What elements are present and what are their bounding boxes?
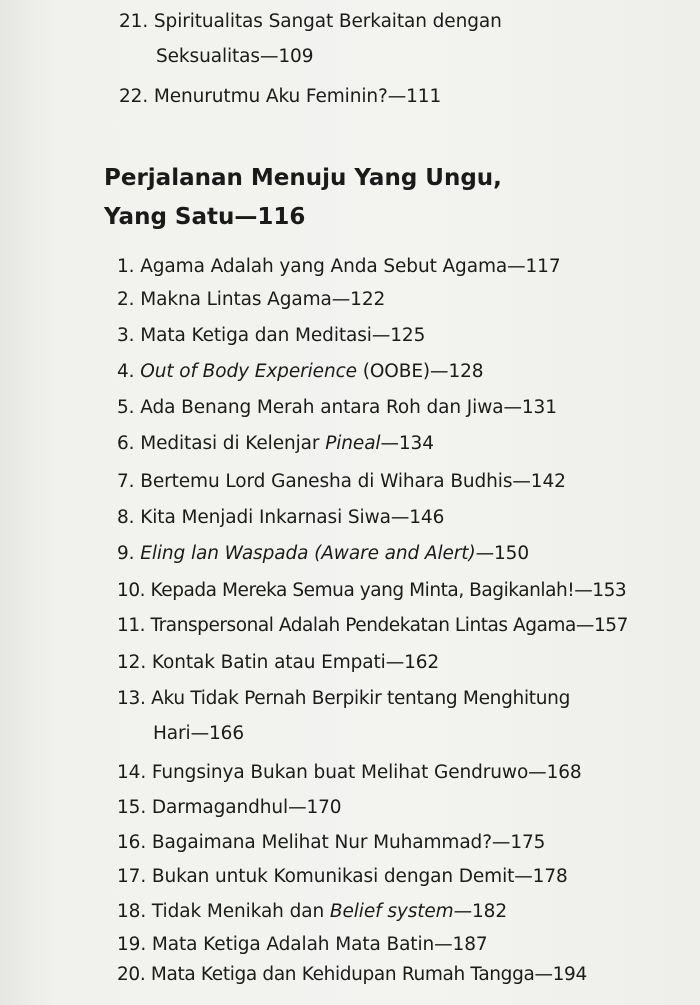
toc-entry-8 — [117, 506, 444, 530]
entry-title-italic: Eling lan Waspada (Aware and Alert) — [140, 543, 476, 564]
entry-title-rest: —150 — [475, 543, 530, 564]
entry-number: 20. — [117, 964, 146, 985]
toc-entry-prev-21-continuation: Seksualitas—109 — [156, 46, 314, 67]
entry-number: 11. — [117, 615, 146, 636]
entry-number: 5. — [117, 397, 135, 418]
entry-title: Aku Tidak Pernah Berpikir tentang Menghitung — [151, 688, 571, 709]
toc-entry-prev-22 — [119, 85, 441, 109]
entry-title: Makna Lintas Agama—122 — [140, 289, 386, 310]
entry-title: Mata Ketiga Adalah Mata Batin—187 — [151, 934, 488, 955]
entry-title: Agama Adalah yang Anda Sebut Agama—117 — [140, 256, 561, 277]
toc-entry-5 — [117, 396, 557, 420]
toc-entry-12 — [117, 651, 439, 675]
toc-entry-2 — [117, 288, 385, 312]
entry-number: 7. — [117, 471, 135, 492]
entry-number: 15. — [117, 797, 147, 818]
entry-number: 4. — [117, 361, 135, 382]
entry-title-rest: —134 — [380, 433, 434, 454]
entry-title-italic: Pineal — [325, 433, 381, 454]
entry-title-rest: (OOBE)—128 — [356, 361, 484, 382]
entry-title: Kepada Mereka Semua yang Minta, Bagikanlah!—153 — [150, 580, 627, 601]
entry-title: Kita Menjadi Inkarnasi Siwa—146 — [140, 507, 445, 528]
toc-entry-20 — [117, 963, 587, 987]
toc-entry-3 — [117, 324, 425, 348]
entry-title: Ada Benang Merah antara Roh dan Jiwa—131 — [140, 397, 557, 418]
section-title-line1: Perjalanan Menuju Yang Ungu, — [104, 165, 502, 191]
toc-entry-10 — [117, 579, 626, 603]
entry-title: Meditasi di Kelenjar — [140, 433, 326, 454]
entry-title: Mata Ketiga dan Meditasi—125 — [140, 325, 426, 346]
toc-entry-11 — [117, 614, 628, 638]
toc-entry-15 — [117, 796, 341, 820]
entry-number: 16. — [117, 832, 147, 853]
entry-number: 22. — [119, 86, 149, 107]
entry-number: 18. — [117, 901, 147, 922]
toc-entry-13 — [117, 687, 570, 711]
entry-title: Menurutmu Aku Feminin?—111 — [153, 86, 442, 107]
entry-number: 1. — [117, 256, 135, 277]
entry-number: 6. — [117, 433, 135, 454]
entry-number: 10. — [117, 580, 146, 601]
entry-number: 2. — [117, 289, 135, 310]
toc-entry-6 — [117, 432, 434, 456]
toc-entry-14 — [117, 761, 582, 785]
entry-title-italic: Belief system — [329, 901, 454, 922]
entry-title-italic: Out of Body Experience — [140, 361, 357, 382]
toc-entry-9 — [117, 542, 529, 566]
entry-number: 3. — [117, 325, 135, 346]
entry-title: Tidak Menikah dan — [151, 901, 330, 922]
toc-entry-1 — [117, 255, 561, 279]
toc-entry-19 — [117, 933, 488, 957]
entry-title: Fungsinya Bukan buat Melihat Gendruwo—168 — [151, 762, 582, 783]
entry-title: Mata Ketiga dan Kehidupan Rumah Tangga—194 — [150, 964, 587, 985]
entry-number: 14. — [117, 762, 147, 783]
toc-entry-16 — [117, 831, 545, 855]
entry-number: 8. — [117, 507, 135, 528]
entry-number: 13. — [117, 688, 146, 709]
entry-title: Spiritualitas Sangat Berkaitan dengan — [153, 11, 502, 32]
entry-title-rest: —182 — [453, 901, 508, 922]
entry-title: Darmagandhul—170 — [151, 797, 342, 818]
entry-number: 9. — [117, 543, 135, 564]
entry-number: 21. — [119, 11, 149, 32]
entry-title: Bertemu Lord Ganesha di Wihara Budhis—142 — [140, 471, 566, 492]
toc-entry-prev-21 — [119, 10, 502, 34]
entry-title: Transpersonal Adalah Pendekatan Lintas Agama—157 — [150, 615, 628, 636]
toc-entry-7 — [117, 470, 566, 494]
entry-title: Bagaimana Melihat Nur Muhammad?—175 — [151, 832, 546, 853]
toc-entry-18 — [117, 900, 507, 924]
toc-entry-4 — [117, 360, 483, 384]
entry-number: 12. — [117, 652, 147, 673]
toc-entry-13-continuation: Hari—166 — [153, 723, 245, 744]
entry-number: 19. — [117, 934, 147, 955]
entry-title: Bukan untuk Komunikasi dengan Demit—178 — [151, 866, 568, 887]
toc-entry-17 — [117, 865, 568, 889]
section-title-line2: Yang Satu—116 — [104, 204, 306, 230]
entry-title: Kontak Batin atau Empati—162 — [151, 652, 440, 673]
entry-number: 17. — [117, 866, 147, 887]
